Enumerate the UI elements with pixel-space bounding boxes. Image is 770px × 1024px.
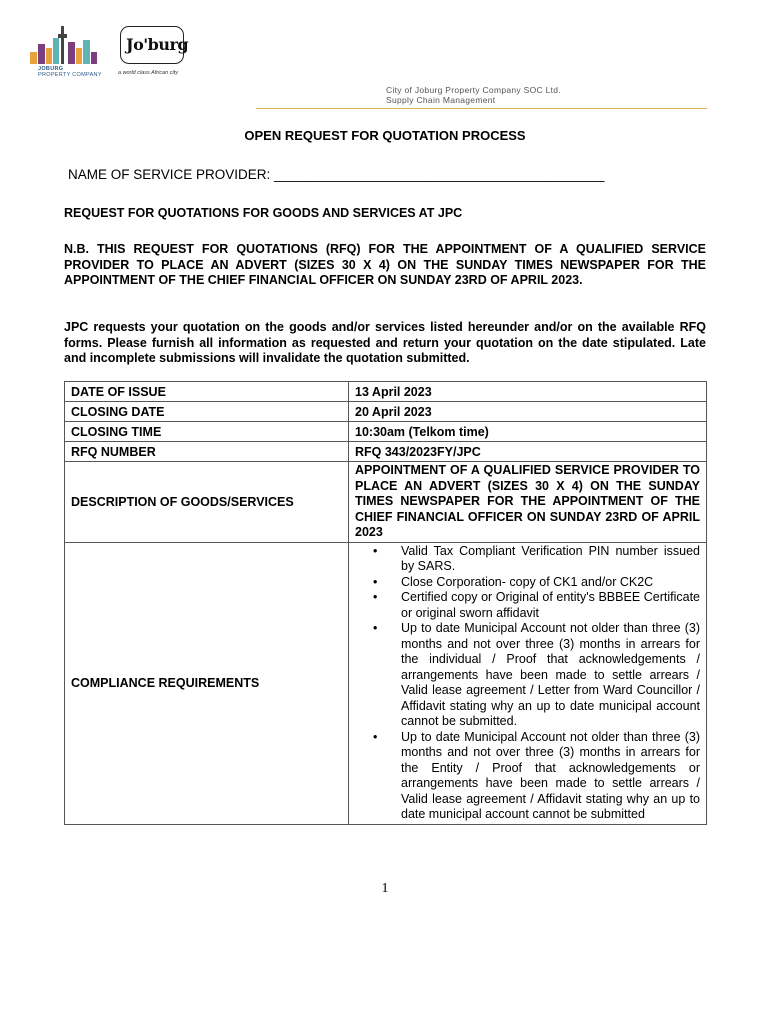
- bullet-icon: •: [373, 543, 378, 558]
- row-value: 10:30am (Telkom time): [349, 422, 707, 442]
- compliance-list: [355, 544, 700, 823]
- company-info: [386, 85, 561, 105]
- row-value: 20 April 2023: [349, 402, 707, 422]
- list-item-text: Up to date Municipal Account not older than three (3) months and not over three (3) months in arrears for the Entity / Proof that acknowledgements or arrangements have been made to settle arrears / Valid lease agreement / Affidavit stating why an up to date municipal account cannot be submitted: [401, 729, 700, 821]
- description-value: APPOINTMENT OF A QUALIFIED SERVICE PROVIDER TO PLACE AN ADVERT (SIZES 30 X 4) ON THE SUNDAY TIMES NEWSPAPER FOR THE APPOINTMENT OF THE CHIEF FINANCIAL OFFICER ON SUNDAY 23RD OF APRIL 2023: [349, 462, 707, 543]
- table-row: [65, 382, 707, 402]
- header-divider: [256, 108, 707, 109]
- jpc-logo-line2: PROPERTY COMPANY: [38, 72, 102, 78]
- list-item-text: Up to date Municipal Account not older than three (3) months and not over three (3) months in arrears for the individual / Proof that acknowledgements / arrangements have been made to settle arrears / Valid lease agreement / Letter from Ward Councillor / Affidavit stating why an up to date municipal account cannot be submitted.: [401, 621, 700, 728]
- company-department: Supply Chain Management: [386, 95, 496, 105]
- joburg-tagline: a world class African city: [118, 70, 179, 76]
- list-item: [373, 590, 700, 621]
- table-row: [65, 462, 707, 543]
- list-item: [373, 543, 700, 575]
- intro-paragraph: JPC requests your quotation on the goods and/or services listed hereunder and/or on the available RFQ forms. Please furnish all information as requested and return your quotation on the date stipulated. Late and incomplete submissions will invalidate the quotation submitted.: [64, 320, 706, 365]
- row-value: 13 April 2023: [349, 382, 707, 402]
- table-row: [65, 422, 707, 442]
- row-label: CLOSING TIME: [65, 422, 349, 442]
- jpc-skyline-icon: [28, 22, 102, 66]
- bullet-icon: •: [373, 590, 378, 604]
- list-item-text: Close Corporation- copy of CK1 and/or CK2C: [401, 574, 654, 589]
- bullet-icon: •: [373, 621, 378, 635]
- bullet-icon: •: [373, 729, 378, 744]
- compliance-label: COMPLIANCE REQUIREMENTS: [65, 542, 349, 824]
- row-label: CLOSING DATE: [65, 402, 349, 422]
- list-item: [373, 729, 700, 823]
- company-name: City of Joburg Property Company SOC Ltd.: [386, 85, 561, 95]
- list-item: [373, 574, 700, 591]
- bullet-icon: •: [373, 574, 378, 589]
- jpc-logo: [28, 22, 102, 80]
- compliance-value: [349, 542, 707, 824]
- service-provider-field: NAME OF SERVICE PROVIDER: ____________________________________________: [68, 167, 605, 182]
- joburg-logo: [118, 26, 194, 80]
- list-item: [373, 621, 700, 730]
- rfq-details-table: [64, 381, 707, 825]
- page-number: 1: [381, 881, 389, 896]
- row-value: RFQ 343/2023FY/JPC: [349, 442, 707, 462]
- row-label: DESCRIPTION OF GOODS/SERVICES: [65, 462, 349, 543]
- section-subtitle: REQUEST FOR QUOTATIONS FOR GOODS AND SERVICES AT JPC: [64, 206, 463, 220]
- list-item-text: Valid Tax Compliant Verification PIN number issued by SARS.: [401, 543, 700, 573]
- row-label: DATE OF ISSUE: [65, 382, 349, 402]
- list-item-text: Certified copy or Original of entity's BBBEE Certificate or original sworn affidavit: [401, 590, 700, 620]
- table-row: [65, 542, 707, 824]
- table-row: [65, 402, 707, 422]
- jpc-logo-text: [38, 66, 102, 78]
- nb-paragraph: N.B. THIS REQUEST FOR QUOTATIONS (RFQ) FOR THE APPOINTMENT OF A QUALIFIED SERVICE PROVIDER TO PLACE AN ADVERT (SIZES 30 X 4) ON THE SUNDAY TIMES NEWSPAPER FOR THE APPOINTMENT OF THE CHIEF FINANCIAL OFFICER ON SUNDAY 23RD OF APRIL 2023.: [64, 242, 706, 287]
- joburg-logo-word: Jo'burg: [126, 35, 189, 54]
- page-title: OPEN REQUEST FOR QUOTATION PROCESS: [244, 128, 526, 143]
- row-label: RFQ NUMBER: [65, 442, 349, 462]
- table-row: [65, 442, 707, 462]
- jpc-logo-line1: JOBURG: [38, 66, 64, 72]
